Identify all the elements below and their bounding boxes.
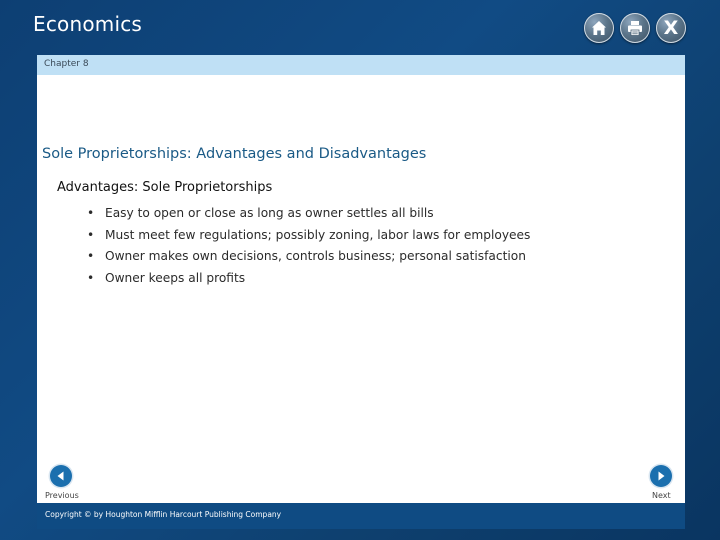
slide-content (37, 75, 685, 503)
previous-arrow-icon (55, 467, 67, 486)
copyright-text: Copyright © by Houghton Mifflin Harcourt Publishing Company (45, 510, 282, 519)
app-title: Economics (33, 12, 143, 36)
next-label[interactable]: Next (652, 491, 671, 500)
bullet-list (97, 203, 530, 289)
footer-bar (37, 503, 685, 529)
bullet-item: • Must meet few regulations; possibly zoning, labor laws for employees (97, 225, 530, 247)
home-icon (590, 19, 608, 37)
print-icon (626, 19, 644, 37)
chapter-bar (37, 55, 685, 75)
bullet-item: • Owner keeps all profits (97, 268, 530, 290)
bullet-item: • Owner makes own decisions, controls business; personal satisfaction (97, 246, 530, 268)
print-button[interactable] (620, 13, 650, 43)
chapter-label: Chapter 8 (44, 59, 89, 69)
next-button[interactable] (650, 465, 672, 487)
slide-title: Sole Proprietorships: Advantages and Disadvantages (42, 146, 427, 162)
next-arrow-icon (655, 467, 667, 486)
close-icon: X (663, 16, 679, 39)
home-button[interactable] (584, 13, 614, 43)
previous-button[interactable] (50, 465, 72, 487)
exit-button[interactable] (656, 13, 686, 43)
previous-label[interactable]: Previous (45, 491, 79, 500)
section-heading: Advantages: Sole Proprietorships (57, 180, 273, 195)
bullet-item: • Easy to open or close as long as owner settles all bills (97, 203, 530, 225)
toolbar (584, 13, 686, 43)
